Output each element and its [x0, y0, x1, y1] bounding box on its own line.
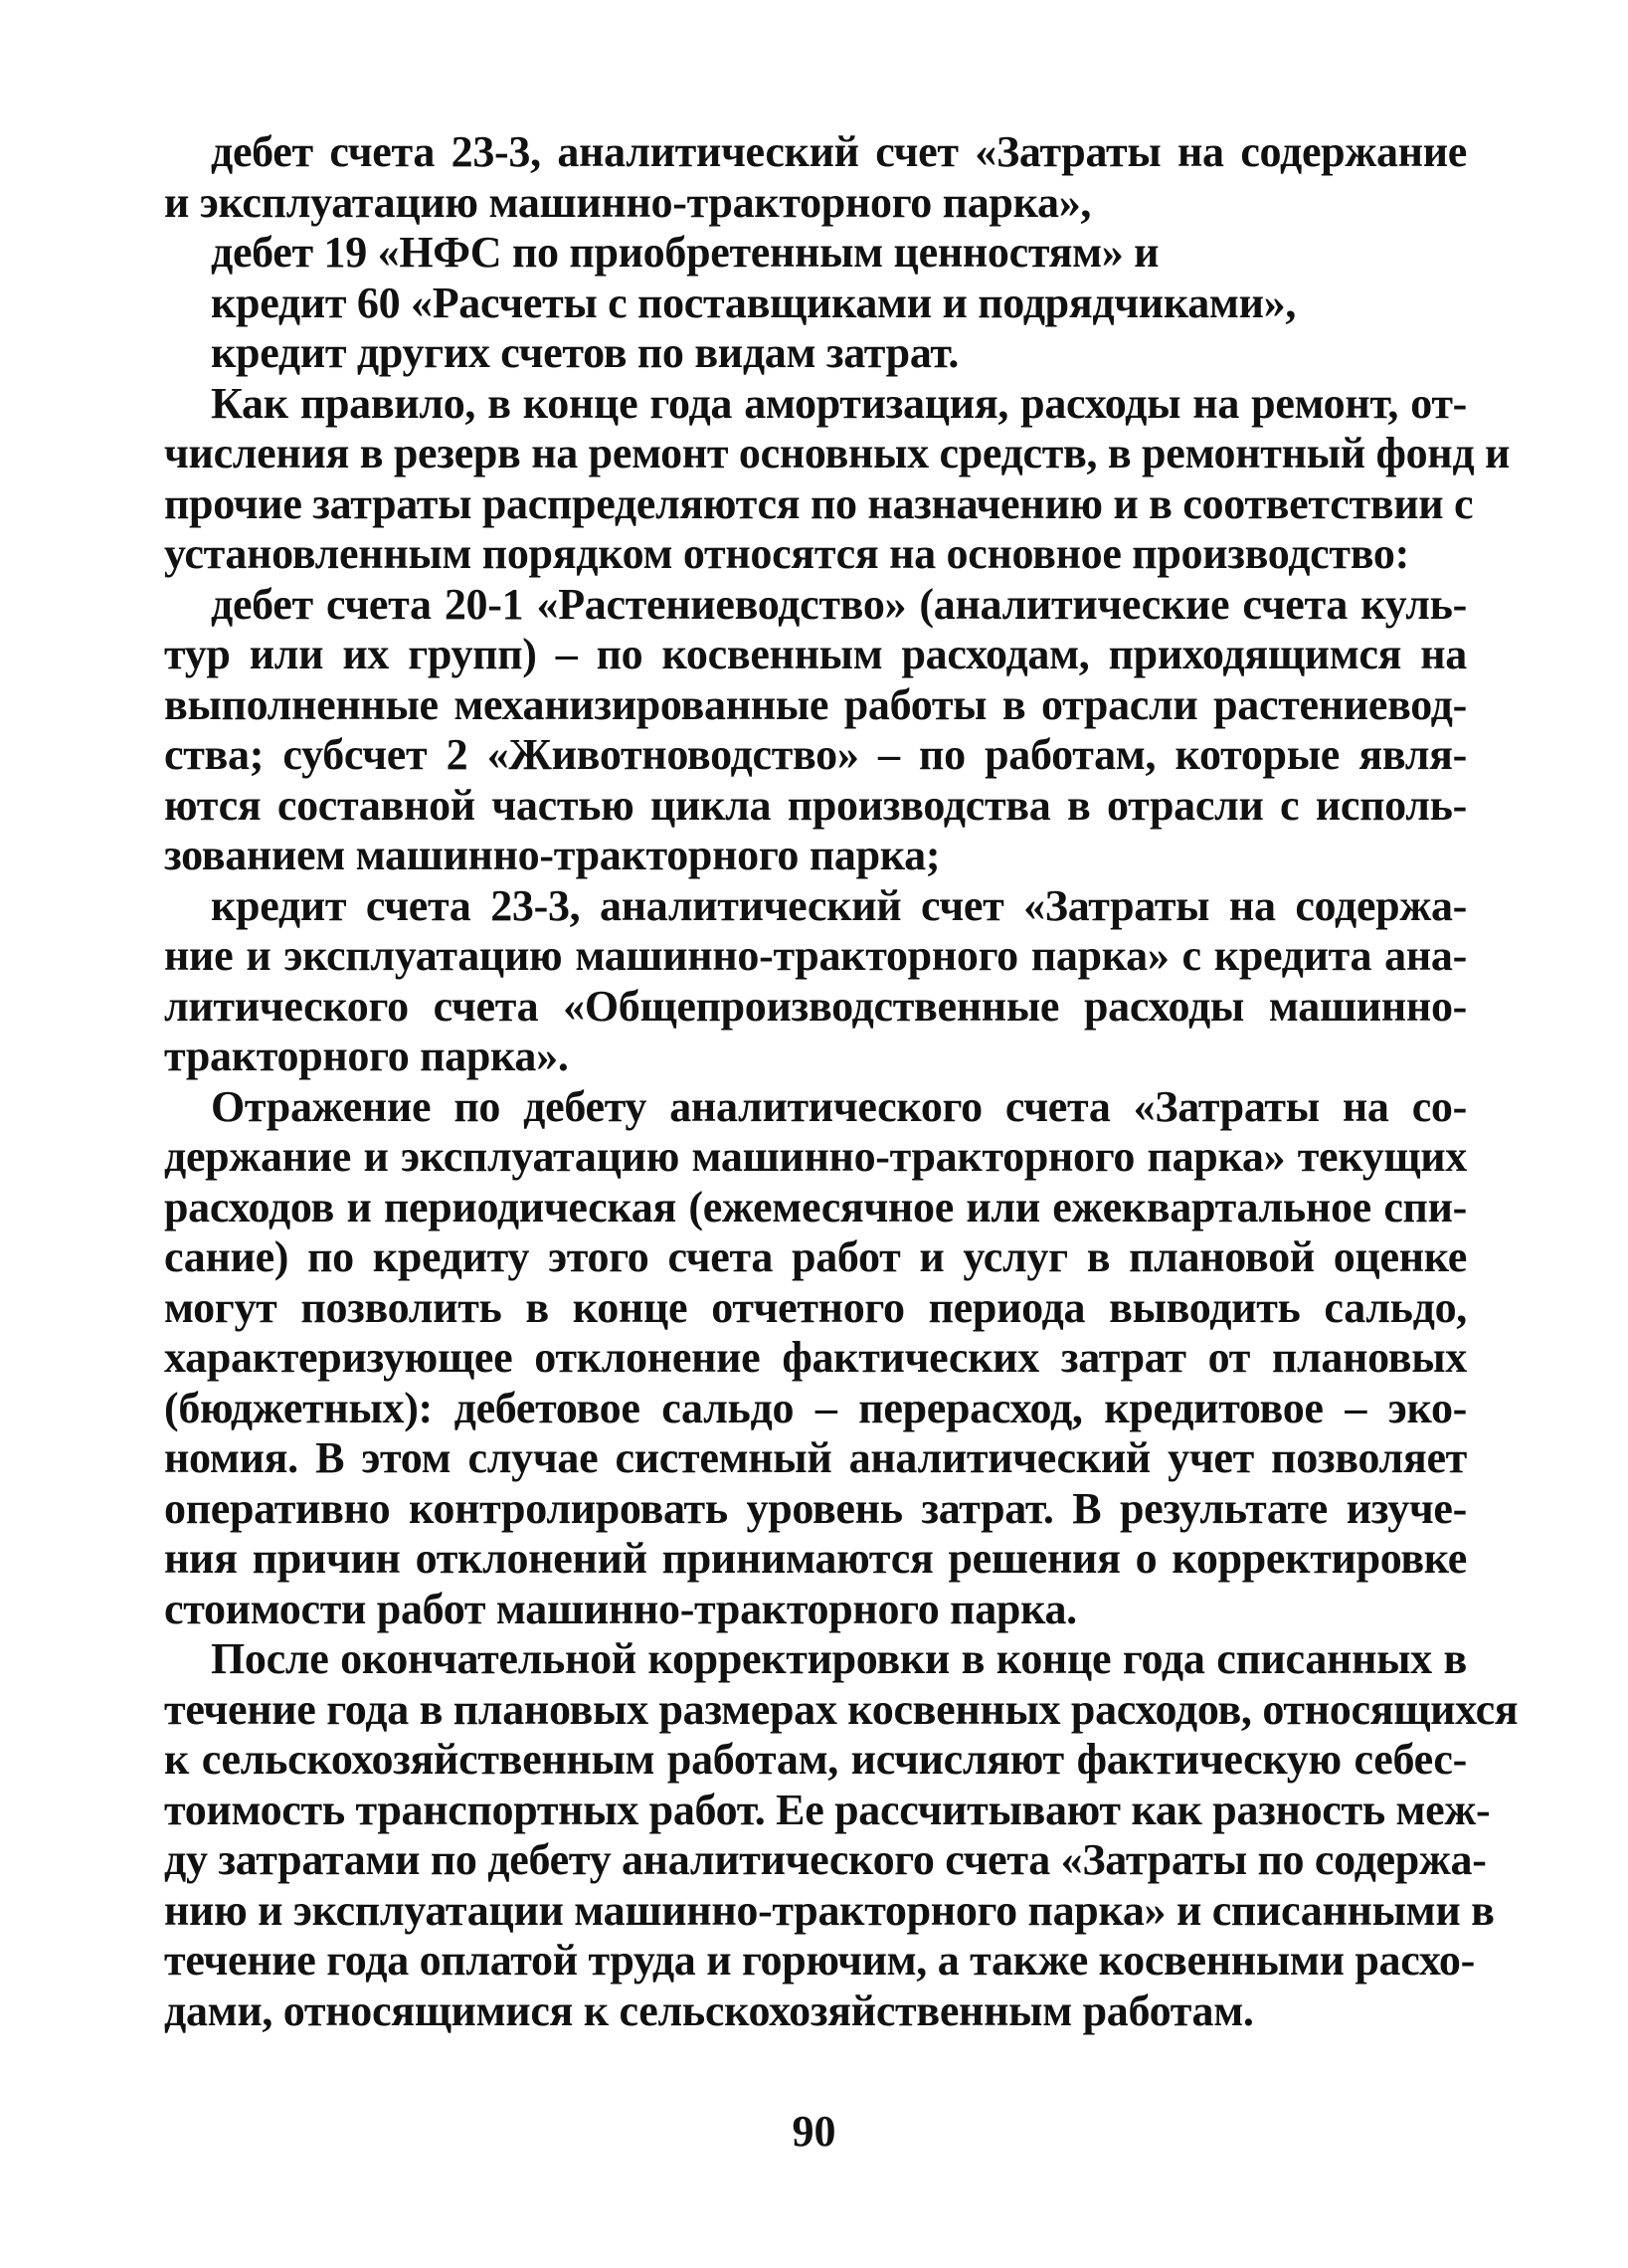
text-line: тур или их групп) – по косвенным расходам, приходящимся на	[164, 630, 1467, 678]
text-line: прочие затраты распределяются по назначению и в соответствии с	[164, 478, 1474, 528]
text-line: кредит счета 23-3, аналитический счет «Затраты на содержа-	[211, 880, 1467, 930]
text-line: Отражение по дебету аналитического счета «Затраты на со-	[211, 1081, 1467, 1131]
text-line: тоимость транспортных работ. Ее рассчитывают как разность меж-	[164, 1785, 1491, 1834]
text-line: дебет счета 20-1 «Растениеводство» (аналитические счета куль-	[211, 579, 1467, 629]
paragraph	[164, 228, 1467, 279]
document-body	[164, 127, 1519, 2036]
text-line: ния причин отклонений принимаются решения о корректировке	[164, 1534, 1467, 1583]
text-line: выполненные механизированные работы в отрасли растениевод-	[164, 679, 1467, 729]
paragraph	[164, 1082, 1467, 1635]
text-line: числения в резерв на ремонт основных средств, в ремонтный фонд и	[164, 429, 1511, 477]
text-line: Как правило, в конце года амортизация, расходы на ремонт, от-	[211, 378, 1467, 428]
text-line: характеризующее отклонение фактических затрат от плановых	[164, 1333, 1467, 1382]
text-line: После окончательной корректировки в конце года списанных в	[211, 1634, 1467, 1683]
text-line: ние и эксплуатацию машинно-тракторного парка» с кредита ана-	[164, 931, 1467, 980]
text-line: течение года оплатой труда и горючим, а также косвенными расхо-	[164, 1936, 1475, 1984]
text-line: ду затратами по дебету аналитического счета «Затраты по содержа-	[164, 1835, 1487, 1884]
text-line: и эксплуатацию машинно-тракторного парка»,	[164, 177, 1092, 227]
text-line: могут позволить в конце отчетного периода выводить сальдо,	[164, 1282, 1467, 1332]
text-line: ются составной частью цикла производства в отрасли с исполь-	[164, 780, 1467, 830]
text-line: (бюджетных): дебетовое сальдо – перерасход, кредитовое – эко-	[164, 1383, 1467, 1432]
text-line: установленным порядком относятся на основное производство:	[164, 529, 1409, 578]
text-line: расходов и периодическая (ежемесячное или ежеквартальное спи-	[164, 1182, 1467, 1231]
text-line: кредит других счетов по видам затрат.	[211, 328, 960, 377]
paragraph	[164, 127, 1467, 228]
paragraph	[164, 881, 1467, 1082]
text-line: течение года в плановых размерах косвенных расходов, относящихся	[164, 1684, 1519, 1734]
text-line: кредит 60 «Расчеты с поставщиками и подрядчиками»,	[211, 278, 1297, 327]
text-line: нию и эксплуатации машинно-тракторного парка» и списанными в	[164, 1885, 1495, 1935]
text-line: стоимости работ машинно-тракторного парка.	[164, 1584, 1077, 1633]
text-line: к сельскохозяйственным работам, исчисляют фактическую себес-	[164, 1735, 1467, 1784]
paragraph	[164, 1634, 1519, 2036]
text-line: зованием машинно-тракторного парка;	[164, 831, 941, 879]
paragraph	[164, 580, 1467, 881]
text-line: дебет 19 «НФС по приобретенным ценностям» и	[211, 228, 1160, 277]
page-number: 90	[792, 2107, 836, 2156]
paragraph	[164, 328, 1467, 379]
text-line: номия. В этом случае системный аналитический учет позволяет	[164, 1433, 1467, 1482]
text-line: тракторного парка».	[164, 1032, 569, 1080]
text-line: дами, относящимися к сельскохозяйственным работам.	[164, 1985, 1254, 2035]
text-line: литического счета «Общепроизводственные расходы машинно-	[164, 981, 1467, 1031]
text-line: дебет счета 23-3, аналитический счет «Затраты на содержание	[211, 127, 1467, 176]
text-line: держание и эксплуатацию машинно-тракторного парка» текущих	[164, 1132, 1467, 1181]
text-line: ства; субсчет 2 «Животноводство» – по работам, которые явля-	[164, 730, 1467, 779]
text-line: сание) по кредиту этого счета работ и услуг в плановой оценке	[164, 1232, 1467, 1281]
paragraph	[164, 378, 1511, 580]
text-line: оперативно контролировать уровень затрат. В результате изуче-	[164, 1483, 1467, 1533]
paragraph	[164, 279, 1467, 329]
